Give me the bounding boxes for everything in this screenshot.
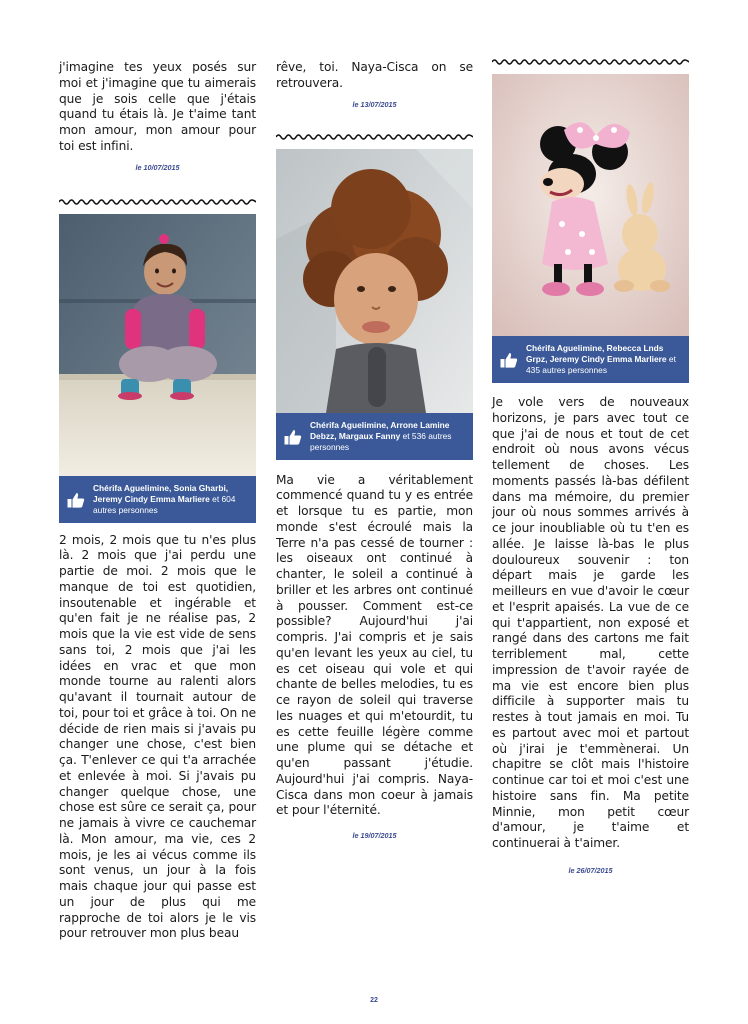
entry-date: le 19/07/2015 xyxy=(352,831,397,840)
entry-text: Ma vie a véritablement commencé quand tu y es entrée et lorsque tu es partie, mon monde s'est écroulé mais la Terre n'a pas cessé de tourner : les oiseaux ont continué à chanter, le soleil a continué à briller et les arbres ont continué à pousser. Comment est-ce possible? Aujourd'hui j'ai compris. J'ai compris et je sais qu'en levant les yeux au ciel, tu es cet oiseau qui vole et qui chante de belles melodies, tu es ce rayon de soleil qui traverse les nuages et qui m'etourdit, tu es cette feuille légère comme une plume qui se détache et qu'en passant j'étudie. Aujourd'hui j'ai compris. Naya-Cisca dans mon coeur à jamais et pour l'éternité. xyxy=(276,472,473,818)
likes-count: et 604 autres personnes xyxy=(93,493,236,515)
wavy-divider xyxy=(276,133,473,141)
photo-card xyxy=(492,74,689,383)
entry-text: Je vole vers de nouveaux horizons, je pars avec tout ce que j'ai de nous et tout de cet endroit où nous avons vécus tellement de choses. Les moments passés là-bas défilent dans ma mémoire, du premier jour où nous sommes arrivés à ce jour inoubliable où tu t'en es allée. Je laisse là-bas le plus douloureux souvenir : ton départ mais je garde les meilleurs en vue d'avoir le cœur et l'esprit apaisés. La vue de ce qui t'appartient, non exposé et rangé dans des cartons me fait terriblement mal, cette impression de t'avoir rayée de ma vie est encore bien plus difficile à supporter mais tu restes à tout jamais en moi. Tu es partout avec moi et partout où j'irai je t'emmènerai. Un chapitre se clôt mais l'histoire continue car toi et moi c'est une histoire sans fin. Ma petite Minnie, mon petit cœur d'amour, je t'aime et continuerai à t'aimer. xyxy=(492,395,689,850)
likes-names: Chérifa Aguelimine, Arrone Lamine Debzz, Margaux Fanny xyxy=(310,419,450,441)
likes-bar xyxy=(492,336,689,383)
entry-text: 2 mois, 2 mois que tu n'es plus là. 2 mois que j'ai perdu une partie de moi. 2 mois que le manque de toi est quotidien, insoutenable et ingérable et qu'en fait je ne réalise pas, 2 mois que la vie est vide de sens sans toi, 2 mois que j'ai les idées en vrac et que mon monde tourne au ralenti alors qu'avant il tournait autour de toi, pour toi et grâce à toi. On ne décide de rien mais si j'avais pu changer une chose, c'est bien ça. T'enlever ce qui t'a arrachée et enlevée à moi. Si j'avais pu changer quelque chose, une chose est sûre ce serait ça, pour ne jamais à vivre ce cauchemar là. Mon amour, ma vie, ces 2 mois, je les ai vécus comme ils sont venus, un jour à la fois mais chaque jour qui passe est un jour de plus qui me rapproche de toi alors je le vis pour retrouver mon plus beau xyxy=(59,532,256,941)
likes-count: et 536 autres personnes xyxy=(310,430,452,452)
likes-names: Chérifa Aguelimine, Sonia Gharbi, Jeremy Cindy Emma Marliere xyxy=(93,482,229,504)
page-number: 22 xyxy=(370,997,378,1004)
column-2 xyxy=(276,60,473,840)
entry-date: le 26/07/2015 xyxy=(568,865,613,875)
entry-text: rêve, toi. Naya-Cisca on se retrouvera. xyxy=(276,60,473,90)
photo-card xyxy=(59,214,256,523)
like-thumb-icon xyxy=(500,352,518,368)
photo-toddler-squatting xyxy=(59,214,256,476)
like-thumb-icon xyxy=(284,429,302,445)
entry-date: le 13/07/2015 xyxy=(352,99,397,109)
likes-bar xyxy=(59,476,256,523)
entry-date: le 10/07/2015 xyxy=(135,162,180,172)
column-3 xyxy=(492,58,689,875)
entry-text: j'imagine tes yeux posés sur moi et j'imagine que tu aimerais que je sois celle que j'étais quand tu étais là. Je t'aime tant mon amour, mon amour pour toi est infini. xyxy=(59,60,256,153)
likes-bar xyxy=(276,413,473,460)
photo-minnie-wall xyxy=(492,74,689,336)
column-1 xyxy=(59,60,256,942)
wavy-divider xyxy=(59,198,256,206)
like-thumb-icon xyxy=(67,492,85,508)
likes-count: et 435 autres personnes xyxy=(526,354,676,375)
photo-card xyxy=(276,149,473,460)
photo-curly-boy xyxy=(276,149,473,413)
likes-names: Chérifa Aguelimine, Rebecca Lnds Grpz, Jeremy Cindy Emma Marliere xyxy=(526,343,667,364)
wavy-divider xyxy=(492,58,689,66)
